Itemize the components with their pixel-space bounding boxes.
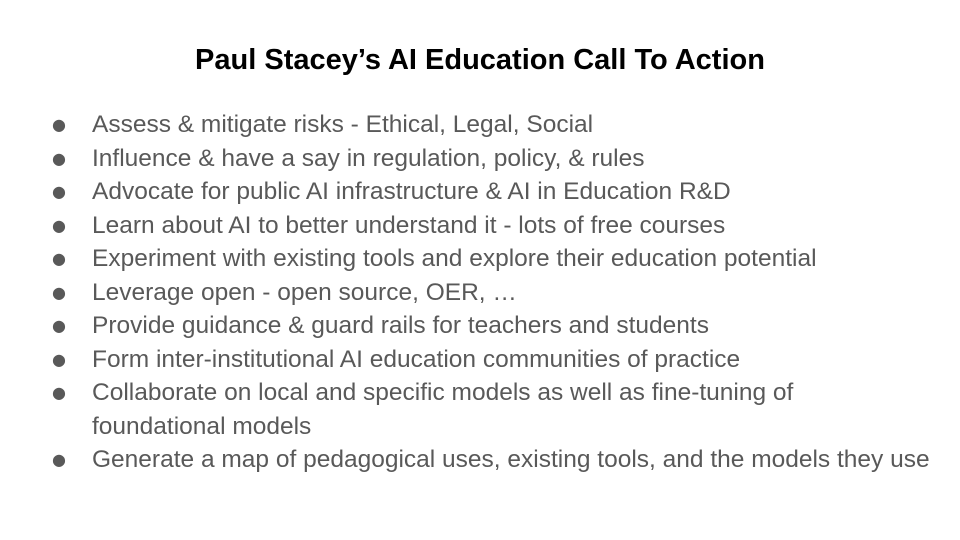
bullet-icon: ● bbox=[52, 115, 66, 134]
bullet-icon: ● bbox=[52, 450, 66, 469]
list-item bbox=[52, 242, 932, 276]
list-item-text: Collaborate on local and specific models as well as fine-tuning of foundational models bbox=[92, 379, 794, 440]
list-item-text: Advocate for public AI infrastructure & AI in Education R&D bbox=[92, 178, 731, 205]
bullet-icon: ● bbox=[52, 148, 66, 168]
list-item bbox=[52, 276, 932, 310]
list-item-text: Provide guidance & guard rails for teachers and students bbox=[92, 312, 709, 339]
list-item bbox=[52, 309, 932, 343]
bullet-icon: ● bbox=[52, 249, 66, 268]
bullet-list bbox=[52, 108, 932, 477]
bullet-icon: ● bbox=[52, 215, 66, 235]
list-item bbox=[52, 175, 932, 209]
list-item bbox=[52, 142, 932, 176]
list-item-text: Generate a map of pedagogical uses, existing tools, and the models they use bbox=[92, 446, 930, 473]
slide-title: Paul Stacey’s AI Education Call To Action bbox=[195, 44, 765, 76]
bullet-icon: ● bbox=[52, 316, 66, 335]
list-item bbox=[52, 443, 932, 477]
list-item bbox=[52, 209, 932, 243]
bullet-icon: ● bbox=[52, 282, 66, 302]
list-item bbox=[52, 376, 932, 443]
list-item-text: Leverage open - open source, OER, … bbox=[92, 278, 517, 306]
bullet-icon: ● bbox=[52, 383, 66, 402]
list-item-text: Influence & have a say in regulation, policy, & rules bbox=[92, 144, 645, 172]
list-item-text: Form inter-institutional AI education communities of practice bbox=[92, 345, 741, 373]
list-item-text: Experiment with existing tools and explore their education potential bbox=[92, 245, 817, 272]
bullet-icon: ● bbox=[52, 182, 66, 201]
list-item-text: Learn about AI to better understand it - lots of free courses bbox=[92, 211, 726, 239]
bullet-icon: ● bbox=[52, 349, 66, 369]
list-item bbox=[52, 343, 932, 377]
list-item bbox=[52, 108, 932, 142]
list-item-text: Assess & mitigate risks - Ethical, Legal, Social bbox=[92, 111, 594, 138]
